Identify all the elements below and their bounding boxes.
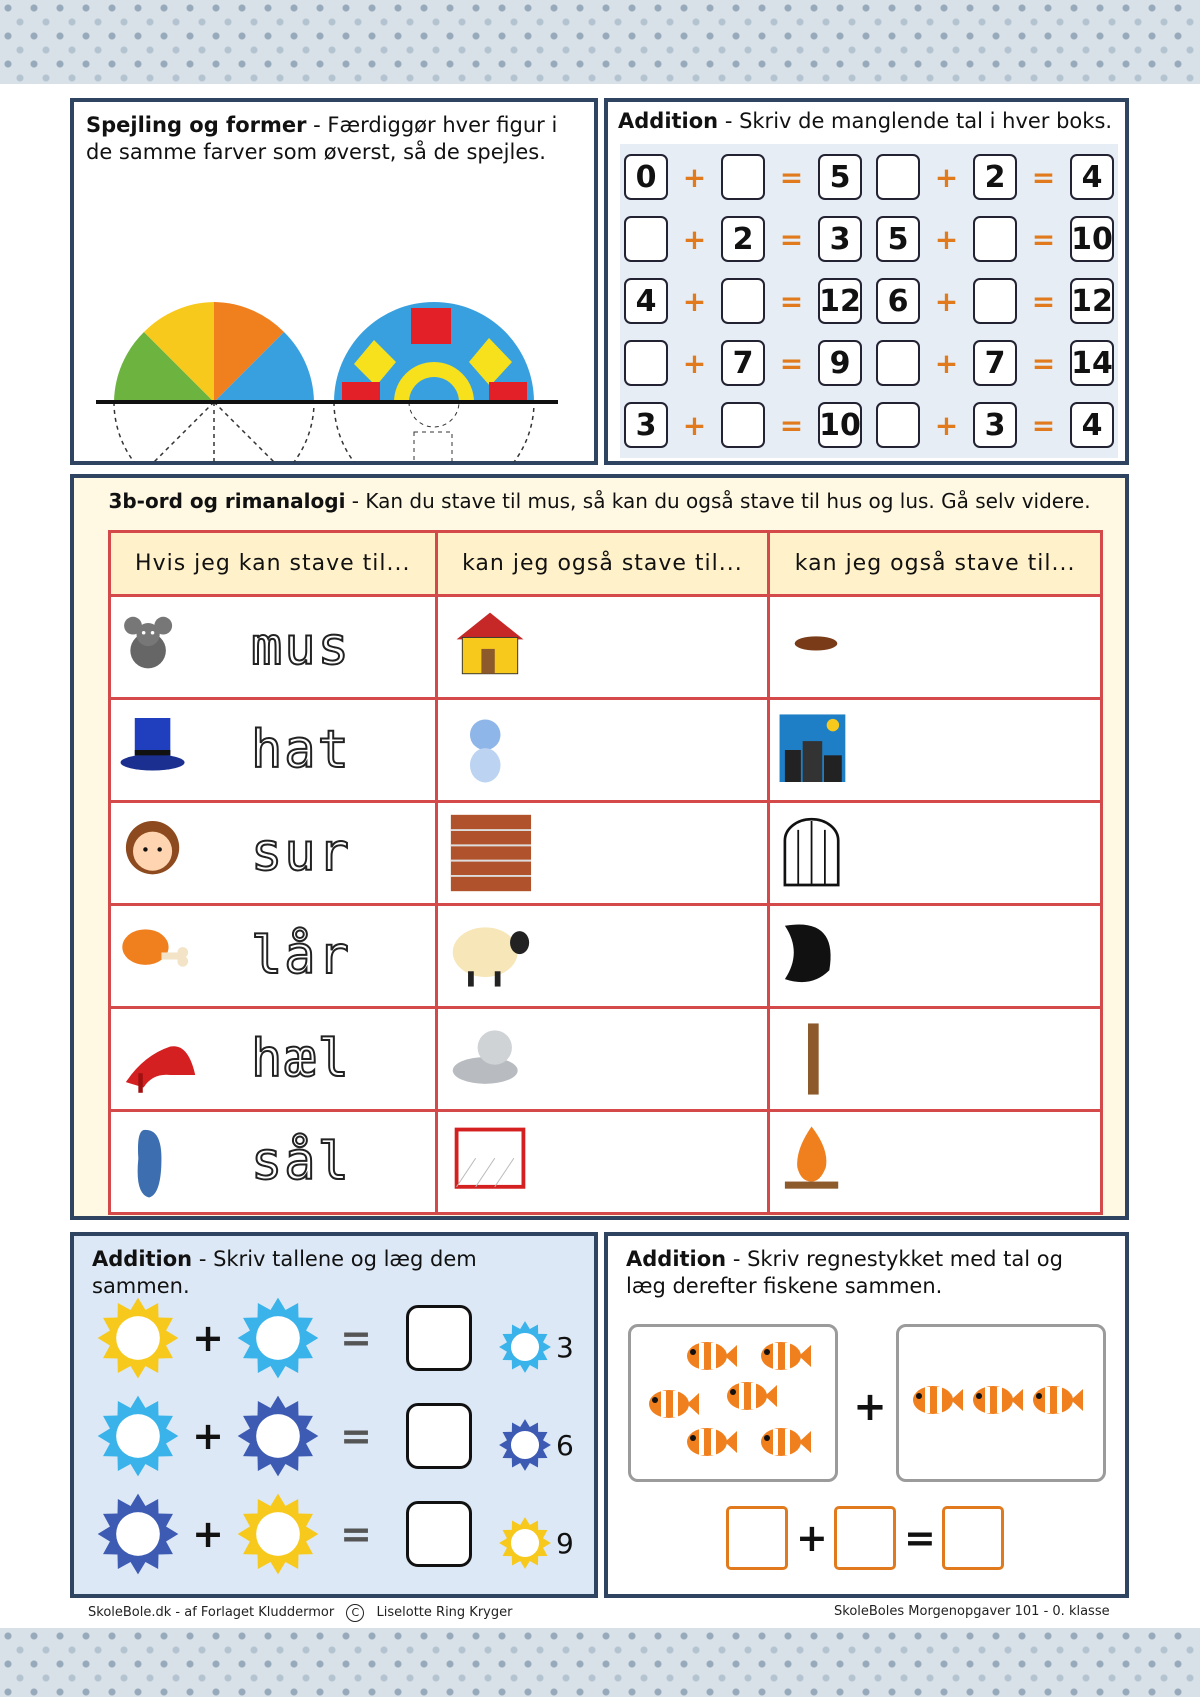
word-cell xyxy=(110,802,437,905)
equals-sign: = xyxy=(904,1516,936,1560)
high-heel-icon xyxy=(117,1019,197,1099)
equals-sign: = xyxy=(779,346,804,380)
pie-semicircle xyxy=(114,302,314,462)
clownfish-icon xyxy=(909,1381,963,1419)
number-box: 0 xyxy=(624,154,668,200)
sun-legend-item xyxy=(498,1320,574,1374)
table-row xyxy=(110,905,1102,1008)
answer-box[interactable] xyxy=(834,1506,896,1570)
answer-box[interactable] xyxy=(624,340,668,386)
sun-addition-title: Addition - Skriv tallene og læg dem sammen. xyxy=(92,1247,477,1298)
table-row xyxy=(110,596,1102,699)
clownfish-icon xyxy=(683,1337,737,1375)
number-box: 4 xyxy=(1070,154,1114,200)
night-city-icon xyxy=(776,708,856,792)
rhyme-header: kan jeg også stave til... xyxy=(769,532,1102,596)
house-icon xyxy=(444,605,536,689)
shoe-sole-icon xyxy=(117,1122,197,1202)
mouse-icon xyxy=(117,607,197,687)
equals-sign: = xyxy=(340,1414,372,1458)
plus-sign: + xyxy=(934,222,959,256)
sun-legend-item xyxy=(498,1418,574,1472)
equation-row xyxy=(876,395,1114,455)
trace-word[interactable]: mus xyxy=(251,617,351,677)
plus-sign: + xyxy=(682,160,707,194)
number-box: 12 xyxy=(1070,278,1114,324)
word-cell xyxy=(110,1111,437,1214)
number-box: 7 xyxy=(973,340,1017,386)
answer-box[interactable] xyxy=(721,278,765,324)
clownfish-icon xyxy=(683,1423,737,1461)
trace-word[interactable]: sur xyxy=(251,823,351,883)
answer-box[interactable] xyxy=(406,1501,472,1567)
answer-cell[interactable] xyxy=(769,1111,1102,1214)
number-box: 3 xyxy=(624,402,668,448)
equals-sign: = xyxy=(1031,408,1056,442)
trace-word[interactable]: hat xyxy=(251,720,351,780)
plus-sign: + xyxy=(934,408,959,442)
answer-box[interactable] xyxy=(721,154,765,200)
equation-row xyxy=(876,209,1114,269)
equation-grid xyxy=(620,144,1118,458)
equation-row xyxy=(624,395,862,455)
sun-equation-row xyxy=(96,1296,472,1380)
dark-blue-sun-icon xyxy=(96,1492,180,1576)
clownfish-icon xyxy=(645,1385,699,1423)
equation-row xyxy=(876,333,1114,393)
sun-equation-row xyxy=(96,1492,472,1576)
equals-sign: = xyxy=(1031,222,1056,256)
top-hat-icon xyxy=(117,710,197,790)
number-box: 12 xyxy=(818,278,862,324)
number-box: 4 xyxy=(1070,402,1114,448)
word-cell xyxy=(110,699,437,802)
number-box: 2 xyxy=(721,216,765,262)
light-blue-sun-icon xyxy=(236,1296,320,1380)
word-cell xyxy=(110,596,437,699)
equals-sign: = xyxy=(779,284,804,318)
number-box: 6 xyxy=(876,278,920,324)
equation-column-left xyxy=(620,144,866,458)
rhyme-title: 3b-ord og rimanalogi - Kan du stave til mus, så kan du også stave til hus og lus. Gå selv videre. xyxy=(108,489,1091,513)
legend-value: 6 xyxy=(556,1428,574,1462)
yellow-sun-icon xyxy=(96,1296,180,1380)
number-box: 10 xyxy=(818,402,862,448)
drumstick-icon xyxy=(117,916,197,996)
grumpy-girl-icon xyxy=(117,813,197,893)
answer-cell[interactable] xyxy=(769,1008,1102,1111)
plus-sign: + xyxy=(682,284,707,318)
mirror-shapes-panel xyxy=(70,98,598,465)
number-box: 7 xyxy=(721,340,765,386)
equation-row xyxy=(624,147,862,207)
seal-icon xyxy=(444,1017,536,1101)
addition-missing-panel xyxy=(604,98,1129,465)
table-row xyxy=(110,1111,1102,1214)
plus-sign: + xyxy=(682,346,707,380)
birdcage-icon xyxy=(776,811,856,895)
fish-addition-panel xyxy=(604,1232,1129,1598)
answer-box[interactable] xyxy=(876,402,920,448)
copyright-icon: C xyxy=(346,1604,364,1622)
number-box: 2 xyxy=(973,154,1017,200)
table-row xyxy=(110,699,1102,802)
number-box: 3 xyxy=(818,216,862,262)
dark-blue-sun-icon xyxy=(236,1394,320,1478)
plus-sign: + xyxy=(192,1414,224,1458)
plus-sign: + xyxy=(934,284,959,318)
pole-icon xyxy=(776,1017,856,1101)
equals-sign: = xyxy=(779,222,804,256)
plus-sign: + xyxy=(934,160,959,194)
mirror-title: Spejling og former - Færdiggør hver figur i de samme farver som øverst, så de spejles. xyxy=(86,113,558,164)
word-cell xyxy=(110,905,437,1008)
fish-equation xyxy=(726,1506,1004,1570)
trace-word[interactable]: hæl xyxy=(251,1029,351,1089)
trace-word[interactable]: sål xyxy=(251,1132,351,1192)
answer-cell[interactable] xyxy=(436,699,769,802)
number-box: 9 xyxy=(818,340,862,386)
goal-net-icon xyxy=(444,1120,536,1204)
answer-box[interactable] xyxy=(973,278,1017,324)
sun-legend-item xyxy=(498,1516,574,1570)
trace-word[interactable]: lår xyxy=(251,926,351,986)
answer-box[interactable] xyxy=(876,340,920,386)
answer-box[interactable] xyxy=(942,1506,1004,1570)
number-box: 3 xyxy=(973,402,1017,448)
fish-group-right xyxy=(896,1324,1106,1482)
table-row xyxy=(110,802,1102,905)
clownfish-icon xyxy=(723,1377,777,1415)
answer-box[interactable] xyxy=(876,154,920,200)
number-box: 14 xyxy=(1070,340,1114,386)
decorative-border-top xyxy=(0,0,1200,84)
clownfish-icon xyxy=(969,1381,1023,1419)
equation-row xyxy=(624,209,862,269)
answer-cell[interactable] xyxy=(769,596,1102,699)
fish-group-left xyxy=(628,1324,838,1482)
clownfish-icon xyxy=(1029,1381,1083,1419)
number-box: 4 xyxy=(624,278,668,324)
answer-cell[interactable] xyxy=(769,699,1102,802)
addition-missing-title: Addition - Skriv de manglende tal i hver boks. xyxy=(618,109,1113,133)
pattern-semicircle xyxy=(334,302,534,462)
light-blue-sun-icon xyxy=(96,1394,180,1478)
equals-sign: = xyxy=(1031,346,1056,380)
rhyme-header: Hvis jeg kan stave til... xyxy=(110,532,437,596)
answer-box[interactable] xyxy=(624,216,668,262)
hair-icon xyxy=(776,914,856,998)
legend-value: 9 xyxy=(556,1526,574,1560)
plus-sign: + xyxy=(682,408,707,442)
answer-cell[interactable] xyxy=(436,1008,769,1111)
clownfish-icon xyxy=(757,1423,811,1461)
equals-sign: = xyxy=(340,1316,372,1360)
rhyme-header: kan jeg også stave til... xyxy=(436,532,769,596)
plus-sign: + xyxy=(853,1384,887,1430)
legend-value: 3 xyxy=(556,1330,574,1364)
answer-cell[interactable] xyxy=(436,905,769,1008)
answer-box[interactable] xyxy=(721,402,765,448)
footer-left: SkoleBole.dk - af Forlaget Kluddermor C Liselotte Ring Kryger xyxy=(88,1605,513,1620)
equation-row xyxy=(876,147,1114,207)
mirror-figures xyxy=(84,292,594,462)
dark-blue-sun-icon xyxy=(498,1418,552,1472)
answer-box[interactable] xyxy=(406,1403,472,1469)
equals-sign: = xyxy=(779,408,804,442)
equation-row xyxy=(624,333,862,393)
plus-sign: + xyxy=(192,1316,224,1360)
rhyme-table xyxy=(108,530,1103,1215)
footer-right: SkoleBoles Morgenopgaver 101 - 0. klasse xyxy=(834,1604,1110,1619)
yellow-sun-icon xyxy=(236,1492,320,1576)
equation-column-right xyxy=(872,144,1118,458)
table-row xyxy=(110,1008,1102,1111)
sheep-icon xyxy=(444,914,536,998)
fish-addition-title: Addition - Skriv regnestykket med tal og læg derefter fiskene sammen. xyxy=(626,1247,1063,1298)
equals-sign: = xyxy=(340,1512,372,1556)
equals-sign: = xyxy=(1031,284,1056,318)
number-box: 10 xyxy=(1070,216,1114,262)
equals-sign: = xyxy=(779,160,804,194)
louse-icon xyxy=(776,605,856,689)
number-box: 5 xyxy=(818,154,862,200)
sun-equation-row xyxy=(96,1394,472,1478)
word-cell xyxy=(110,1008,437,1111)
brick-wall-icon xyxy=(444,811,536,895)
clownfish-icon xyxy=(757,1337,811,1375)
equation-row xyxy=(876,271,1114,331)
yellow-sun-icon xyxy=(498,1516,552,1570)
answer-cell[interactable] xyxy=(769,802,1102,905)
plus-sign: + xyxy=(934,346,959,380)
plus-sign: + xyxy=(682,222,707,256)
answer-box[interactable] xyxy=(726,1506,788,1570)
rhyme-analogy-panel xyxy=(70,474,1129,1220)
light-blue-sun-icon xyxy=(498,1320,552,1374)
decorative-border-bottom xyxy=(0,1628,1200,1697)
sun-addition-panel xyxy=(70,1232,598,1598)
answer-cell[interactable] xyxy=(436,596,769,699)
campfire-icon xyxy=(776,1120,856,1204)
answer-cell[interactable] xyxy=(436,802,769,905)
equation-row xyxy=(624,271,862,331)
plus-sign: + xyxy=(192,1512,224,1556)
plus-sign: + xyxy=(796,1516,828,1560)
answer-cell[interactable] xyxy=(769,905,1102,1008)
answer-box[interactable] xyxy=(406,1305,472,1371)
answer-cell[interactable] xyxy=(436,1111,769,1214)
cat-icon xyxy=(444,708,536,792)
number-box: 5 xyxy=(876,216,920,262)
equals-sign: = xyxy=(1031,160,1056,194)
answer-box[interactable] xyxy=(973,216,1017,262)
